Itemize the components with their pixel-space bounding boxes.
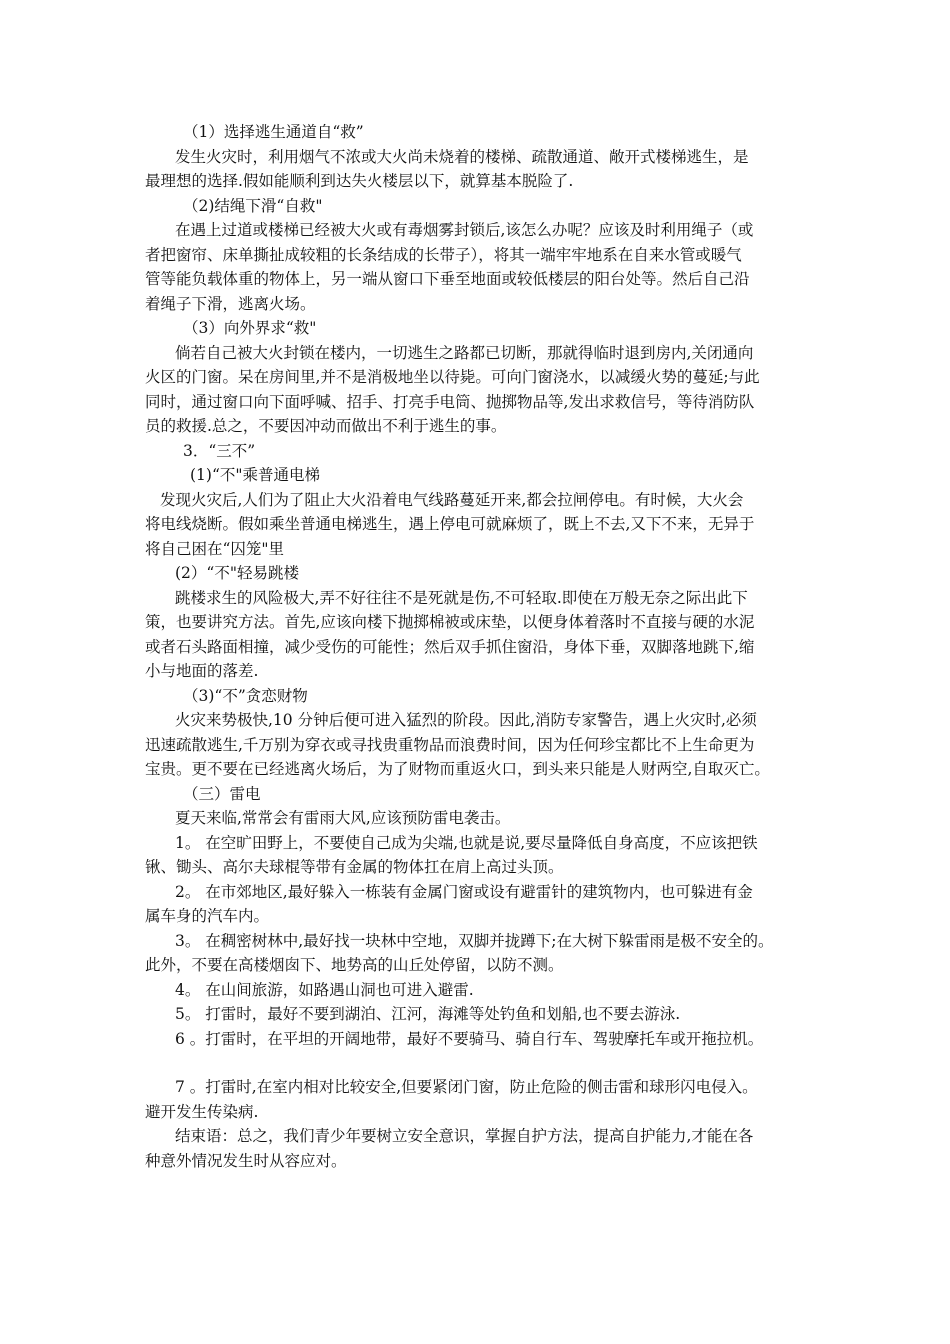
paragraph-line: 小与地面的落差. — [145, 662, 259, 680]
list-item-2: 2。 在市郊地区,最好躲入一栋装有金属门窗或设有避雷针的建筑物内，也可躲进有金 — [175, 882, 753, 901]
document-body — [145, 120, 815, 1173]
paragraph-line: 在遇上过道或楼梯已经被大火或有毒烟雾封锁后,该怎么办呢？应该及时利用绳子（或 — [175, 221, 754, 239]
paragraph-line: 宝贵。更不要在已经逃离火场后，为了财物而重返火口，到头来只能是人财两空,自取灭亡。 — [145, 760, 770, 778]
paragraph-line: 夏天来临,常常会有雷雨大风,应该预防雷电袭击。 — [175, 809, 511, 827]
paragraph-line: 着绳子下滑，逃离火场。 — [145, 294, 316, 313]
heading-rope-descent: （2)结绳下滑“自救" — [183, 196, 323, 215]
heading-no-elevator: (1)“不"乘普通电梯 — [190, 466, 321, 484]
paragraph-line: 将电线烧断。假如乘坐普通电梯逃生，遇上停电可就麻烦了，既上不去,又下不来，无异于 — [145, 515, 755, 533]
paragraph-line: 将自己困在“囚笼"里 — [145, 539, 285, 558]
heading-three-nots: 3．“三不” — [183, 441, 256, 460]
paragraph-line: 发现火灾后,人们为了阻止大火沿着电气线路蔓延开来,都会拉闸停电。有时候，大火会 — [160, 490, 744, 509]
paragraph-line: 策，也要讲究方法。首先,应该向楼下抛掷棉被或床垫，以便身体着落时不直接与硬的水泥 — [145, 613, 755, 631]
paragraph-line: 发生火灾时，利用烟气不浓或大火尚未烧着的楼梯、疏散通道、敞开式楼梯逃生，是 — [175, 147, 749, 166]
paragraph-line: 种意外情况发生时从容应对。 — [145, 1151, 347, 1170]
paragraph-line: 同时，通过窗口向下面呼喊、招手、打亮手电筒、抛掷物品等,发出求救信号，等待消防队 — [145, 392, 755, 411]
paragraph-line: 火区的门窗。呆在房间里,并不是消极地坐以待毙。可向门窗浇水，以减缓火势的蔓延;与此 — [145, 368, 760, 386]
paragraph-line: 属车身的汽车内。 — [145, 907, 270, 925]
paragraph-line: 员的救援.总之，不要因冲动而做出不利于逃生的事。 — [145, 417, 507, 435]
list-item-4: 4。 在山间旅游，如路遇山洞也可进入避雷. — [175, 980, 474, 999]
list-item-1: 1。 在空旷田野上，不要使自己成为尖端,也就是说,要尽量降低自身高度，不应该把铁 — [175, 833, 758, 852]
paragraph-line: 火灾来势极快,10 分钟后便可进入猛烈的阶段。因此,消防专家警告，遇上火灾时,必须 — [175, 711, 757, 729]
conclusion-line: 结束语：总之，我们青少年要树立安全意识，掌握自护方法，提高自护能力,才能在各 — [175, 1127, 754, 1145]
list-item-5: 5。 打雷时，最好不要到湖泊、江河，海滩等处钓鱼和划船,也不要去游泳. — [175, 1005, 681, 1023]
paragraph-line: 管等能负载体重的物体上，另一端从窗口下垂至地面或较低楼层的阳台处等。然后自己沿 — [145, 270, 750, 288]
paragraph-line: 或者石头路面相撞，减少受伤的可能性；然后双手抓住窗沿，身体下垂，双脚落地跳下,缩 — [145, 637, 755, 656]
list-item-3: 3。 在稠密树林中,最好找一块林中空地，双脚并拢蹲下;在大树下躲雷雨是极不安全的。 — [175, 931, 774, 950]
paragraph-line: 最理想的选择.假如能顺利到达失火楼层以下，就算基本脱险了. — [145, 172, 574, 190]
heading-no-jumping: (2）“不"轻易跳楼 — [175, 564, 299, 582]
paragraph-line: 锹、锄头、高尔夫球棍等带有金属的物体扛在肩上高过头顶。 — [145, 858, 564, 876]
paragraph-line: 迅速疏散逃生,千万别为穿衣或寻找贵重物品而浪费时间，因为任何珍宝都比不上生命更为 — [145, 735, 755, 754]
heading-escape-route: （1）选择逃生通道自“救” — [183, 123, 364, 141]
heading-lightning: （三）雷电 — [183, 784, 261, 803]
blank-line — [145, 1051, 815, 1075]
paragraph-line: 倘若自己被大火封锁在楼内，一切逃生之路都已切断，那就得临时退到房内,关闭通向 — [175, 343, 754, 362]
paragraph-line: 避开发生传染病. — [145, 1102, 259, 1121]
paragraph-line: 跳楼求生的风险极大,弄不好往往不是死就是伤,不可轻取.即使在万般无奈之际出此下 — [175, 588, 748, 607]
heading-no-belongings: （3)“不”贪恋财物 — [183, 686, 308, 705]
list-item-7: 7 。打雷时,在室内相对比较安全,但要紧闭门窗，防止危险的侧击雷和球形闪电侵入。 — [175, 1078, 758, 1096]
heading-call-for-help: （3）向外界求“救" — [183, 319, 317, 337]
paragraph-line: 者把窗帘、床单撕扯成较粗的长条结成的长带子），将其一端牢牢地系在自来水管或暖气 — [145, 245, 742, 264]
paragraph-line: 此外，不要在高楼烟囱下、地势高的山丘处停留，以防不测。 — [145, 956, 564, 974]
list-item-6: 6 。打雷时，在平坦的开阔地带，最好不要骑马、骑自行车、驾驶摩托车或开拖拉机。 — [175, 1029, 764, 1048]
